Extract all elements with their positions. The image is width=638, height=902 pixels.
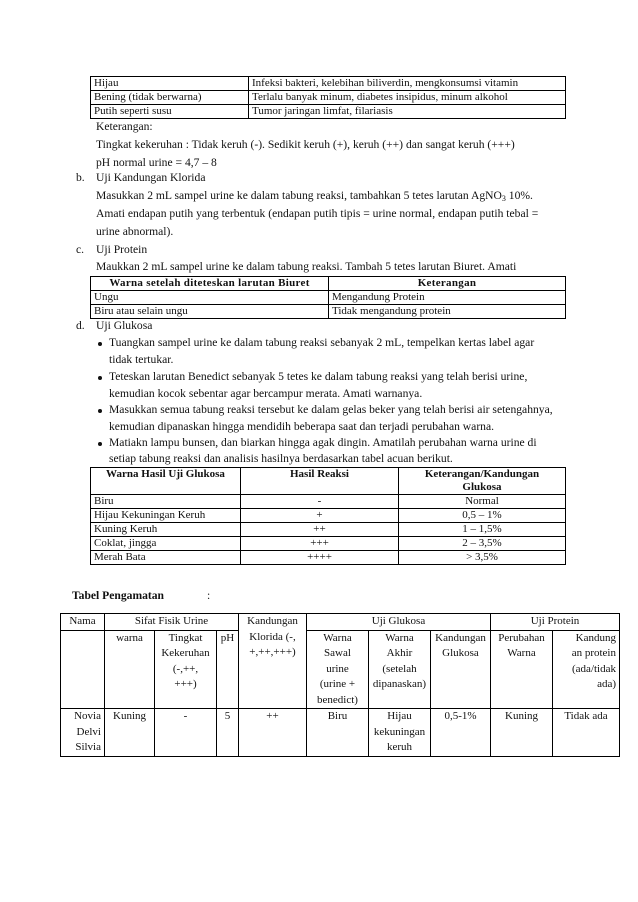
- table-cell: Infeksi bakteri, kelebihan biliverdin, mengkonsumsi vitamin: [249, 77, 566, 91]
- table-cell: Ungu: [91, 291, 329, 305]
- table-cell: ++: [241, 523, 399, 537]
- table-cell: Terlalu banyak minum, diabetes insipidus, minum alkohol: [249, 91, 566, 105]
- table-cell: 0,5-1%: [431, 709, 491, 757]
- bullet-2-line2: kemudian kocok sebentar agar bercampur merata. Amati warnanya.: [109, 387, 423, 400]
- table-header: Warna Sawal urine (urine + benedict): [307, 630, 369, 709]
- section-b-line1: Masukkan 2 mL sampel urine ke dalam tabung reaksi, tambahkan 5 tetes larutan AgNO$_3$ 10%.: [96, 189, 533, 203]
- section-b-marker: b.: [76, 171, 85, 184]
- bullet-4-line2: setiap tabung reaksi dan analisis hasilnya berdasarkan tabel acuan berikut.: [109, 452, 453, 465]
- table-cell: Normal: [399, 495, 566, 509]
- bullet-3-line2: kemudian dipanaskan hingga mendidih beberapa saat dan terjadi perubahan warna.: [109, 420, 495, 433]
- table-cell: Merah Bata: [91, 551, 241, 565]
- table-header: pH: [217, 630, 239, 709]
- table-cell: Tidak ada: [553, 709, 620, 757]
- table-header-row: [91, 468, 566, 495]
- table-row: [91, 495, 566, 509]
- table-cell: Hijau Kekuningan Keruh: [91, 509, 241, 523]
- table-cell: Biru atau selain ungu: [91, 305, 329, 319]
- table-cell: Tidak mengandung protein: [329, 305, 566, 319]
- section-b-line3: urine abnormal).: [96, 225, 174, 238]
- keterangan-label: Keterangan:: [96, 120, 153, 133]
- table-cell: Novia Delvi Silvia: [61, 709, 105, 757]
- table-cell: 1 – 1,5%: [399, 523, 566, 537]
- kekeruhan-text: Tingkat kekeruhan : Tidak keruh (-). Sedikit keruh (+), keruh (++) dan sangat keruh (+++): [96, 138, 515, 151]
- table-cell: 2 – 3,5%: [399, 537, 566, 551]
- table-cell: Bening (tidak berwarna): [91, 91, 249, 105]
- table-header: Hasil Reaksi: [241, 468, 399, 495]
- table-cell: > 3,5%: [399, 551, 566, 565]
- ph-text: pH normal urine = 4,7 – 8: [96, 156, 217, 169]
- bullet-4-line1: Matiakn lampu bunsen, dan biarkan hingga agak dingin. Amatilah perubahan warna urine di: [109, 436, 537, 449]
- table-header: Kandung an protein (ada/tidak ada): [553, 630, 620, 709]
- table-cell: Tumor jaringan limfat, filariasis: [249, 105, 566, 119]
- table-header: Perubahan Warna: [491, 630, 553, 709]
- table-header: Warna setelah diteteskan larutan Biuret: [91, 277, 329, 291]
- section-c-marker: c.: [76, 243, 85, 256]
- urine-color-table: [90, 76, 566, 119]
- table-header: Warna Hasil Uji Glukosa: [91, 468, 241, 495]
- bullet-icon: [98, 442, 102, 446]
- table-row: [91, 537, 566, 551]
- bullet-icon: [98, 376, 102, 380]
- bullet-icon: [98, 342, 102, 346]
- table-cell: Kuning: [491, 709, 553, 757]
- section-b-title: Uji Kandungan Klorida: [96, 171, 206, 184]
- bullet-2-line1: Teteskan larutan Benedict sebanyak 5 tetes ke dalam tabung reaksi yang telah berisi urine,: [109, 370, 528, 383]
- table-header-row: [61, 630, 620, 709]
- table-cell: ++++: [241, 551, 399, 565]
- table-header: Keterangan: [329, 277, 566, 291]
- table-header: Sifat Fisik Urine: [105, 614, 239, 631]
- table-header: [61, 630, 105, 709]
- section-c-title: Uji Protein: [96, 243, 148, 256]
- table-header: Uji Glukosa: [307, 614, 491, 631]
- table-cell: Kuning: [105, 709, 155, 757]
- observation-table: [60, 613, 620, 757]
- table-cell: Hijau kekuningan keruh: [369, 709, 431, 757]
- table-cell: -: [241, 495, 399, 509]
- table-header: Keterangan/Kandungan Glukosa: [399, 468, 566, 495]
- table-row: [91, 91, 566, 105]
- table-cell: 0,5 – 1%: [399, 509, 566, 523]
- table-header: Warna Akhir (setelah dipanaskan): [369, 630, 431, 709]
- table-cell: +++: [241, 537, 399, 551]
- bullet-3-line1: Masukkan semua tabung reaksi tersebut ke dalam gelas beker yang telah berisi air setengahnya,: [109, 403, 553, 416]
- table-row: [91, 77, 566, 91]
- table-cell: +: [241, 509, 399, 523]
- table-row: [61, 709, 620, 757]
- table-cell: 5: [217, 709, 239, 757]
- section-d-title: Uji Glukosa: [96, 319, 153, 332]
- tabel-pengamatan-label: Tabel Pengamatan: [72, 589, 165, 602]
- table-header-row: [61, 614, 620, 631]
- table-cell: Mengandung Protein: [329, 291, 566, 305]
- table-header: Kandungan Klorida (-, +,++,+++): [239, 614, 307, 709]
- bullet-icon: [98, 409, 102, 413]
- table-cell: Biru: [307, 709, 369, 757]
- tabel-pengamatan-colon: :: [207, 589, 211, 602]
- section-d-marker: d.: [76, 319, 85, 332]
- table-header: Kandungan Glukosa: [431, 630, 491, 709]
- table-cell: Kuning Keruh: [91, 523, 241, 537]
- table-cell: Biru: [91, 495, 241, 509]
- table-row: [91, 551, 566, 565]
- biuret-table: [90, 276, 566, 319]
- bullet-1-line1: Tuangkan sampel urine ke dalam tabung reaksi sebanyak 2 mL, tempelkan kertas label agar: [109, 336, 535, 349]
- table-row: [91, 105, 566, 119]
- glucose-table: [90, 467, 566, 565]
- bullet-1-line2: tidak tertukar.: [109, 353, 174, 366]
- table-header: Uji Protein: [491, 614, 620, 631]
- table-row: [91, 305, 566, 319]
- table-cell: Putih seperti susu: [91, 105, 249, 119]
- table-header-row: [91, 277, 566, 291]
- section-c-line1: Maukkan 2 mL sampel urine ke dalam tabung reaksi. Tambah 5 tetes larutan Biuret. Amati: [96, 260, 517, 273]
- table-row: [91, 523, 566, 537]
- table-cell: -: [155, 709, 217, 757]
- section-b-line2: Amati endapan putih yang terbentuk (endapan putih tipis = urine normal, endapan putih tebal =: [96, 207, 539, 220]
- table-header: Tingkat Kekeruhan (-,++, +++): [155, 630, 217, 709]
- table-cell: Coklat, jingga: [91, 537, 241, 551]
- table-cell: ++: [239, 709, 307, 757]
- table-header: Nama: [61, 614, 105, 631]
- table-cell: Hijau: [91, 77, 249, 91]
- table-header: warna: [105, 630, 155, 709]
- table-row: [91, 509, 566, 523]
- table-row: [91, 291, 566, 305]
